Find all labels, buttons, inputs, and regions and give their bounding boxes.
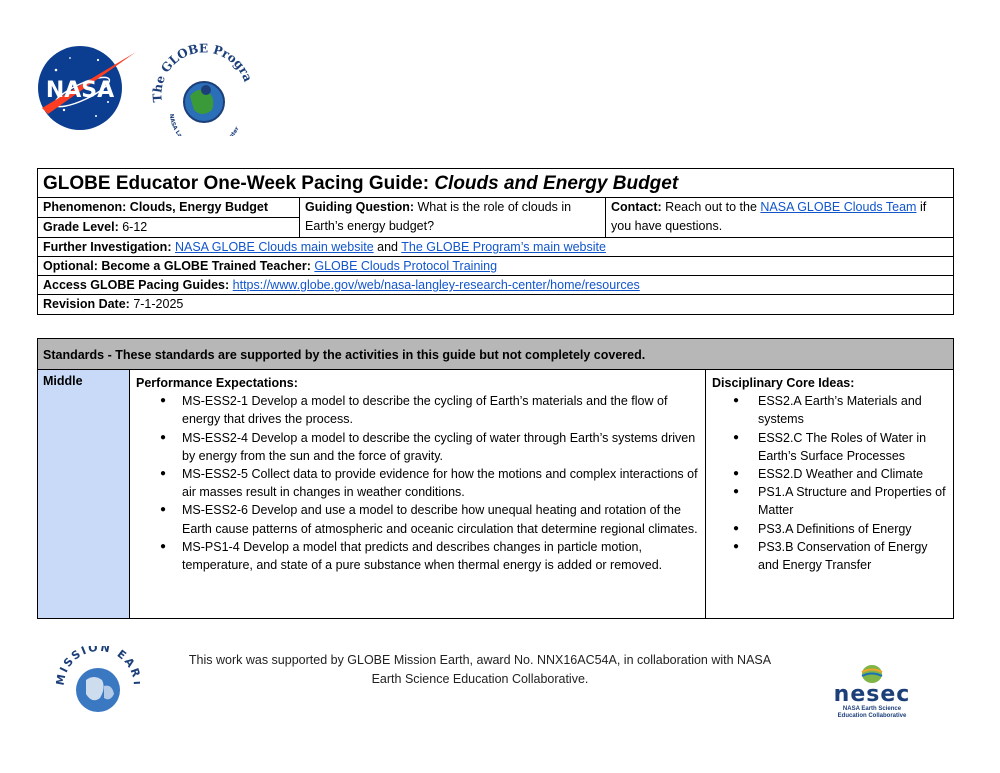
- nesec-subtitle-line-1: NASA Earth Science: [842, 706, 902, 712]
- protocol-training-link[interactable]: GLOBE Clouds Protocol Training: [314, 259, 498, 273]
- performance-expectation-item: ● MS-ESS2-1 Develop a model to describe the cycling of Earth’s materials and the flow of energy that drives the process.: [136, 392, 699, 428]
- core-idea-item: ● PS1.A Structure and Properties of Matter: [712, 483, 947, 519]
- nesec-logo: [830, 664, 914, 720]
- performance-expectation-item: ● MS-ESS2-6 Develop and use a model to describe how unequal heating and rotation of the Earth cause patterns of atmospheric and oceanic circulation that determine regional climates.: [136, 501, 699, 537]
- clouds-main-website-link[interactable]: NASA GLOBE Clouds main website: [174, 240, 374, 254]
- info-grid: [38, 198, 953, 238]
- standards-header: Standards - These standards are supported by the activities in this guide but not completely covered.: [38, 339, 953, 370]
- globe-main-website-link[interactable]: The GLOBE Program’s main website: [401, 240, 606, 254]
- grade-band-cell: Middle: [38, 370, 130, 618]
- nesec-wordmark: nesec: [833, 682, 911, 707]
- grade-level-cell: [38, 218, 300, 237]
- nasa-wordmark: NASA: [45, 78, 115, 103]
- globe-center-text: NASA La ter: [167, 113, 241, 136]
- title-prefix: GLOBE Educator One-Week Pacing Guide:: [43, 173, 435, 194]
- core-idea-item: ● PS3.B Conservation of Energy and Energy Transfer: [712, 538, 947, 574]
- title-topic: Clouds and Energy Budget: [434, 173, 679, 194]
- phenomenon-cell: [38, 198, 300, 218]
- page-title: [38, 169, 953, 198]
- performance-expectations-heading: Performance Expectations:: [136, 376, 298, 390]
- contact-text-pre: Reach out to the: [665, 200, 761, 214]
- core-idea-item: ● PS3.A Definitions of Energy: [712, 520, 947, 538]
- further-and-text: and: [373, 240, 402, 254]
- performance-expectation-item: ● MS-PS1-4 Develop a model that predicts and describes changes in particle motion, temperature, and state of a pure substance when thermal energy is added or removed.: [136, 538, 699, 574]
- access-guides-label: Access GLOBE Pacing Guides:: [43, 278, 233, 292]
- contact-cell: [606, 198, 953, 237]
- nesec-subtitle-line-2: Education Collaborative: [837, 712, 907, 719]
- standards-body: [38, 370, 953, 618]
- grade-level-value: 6-12: [122, 220, 148, 234]
- globe-arc-text: The GLOBE Progra: [150, 41, 254, 103]
- footer-line-2: Earth Science Education Collaborative.: [371, 672, 589, 686]
- standards-table: [37, 338, 954, 619]
- performance-expectation-item: ● MS-ESS2-4 Develop a model to describe the cycling of water through Earth’s systems driven by energy from the sun and the force of gravity.: [136, 429, 699, 465]
- performance-expectations-cell: [130, 370, 706, 618]
- core-ideas-cell: [706, 370, 953, 618]
- revision-date-row: [38, 295, 953, 314]
- core-idea-item: ● ESS2.C The Roles of Water in Earth’s Surface Processes: [712, 429, 947, 465]
- phenomenon-label: Phenomenon: Clouds, Energy Budget: [43, 200, 269, 214]
- core-idea-item: ● ESS2.A Earth’s Materials and systems: [712, 392, 947, 428]
- performance-expectation-item: ● MS-ESS2-5 Collect data to provide evidence for how the motions and complex interactions of air masses result in changes in weather conditions.: [136, 465, 699, 501]
- optional-training-label: Optional: Become a GLOBE Trained Teacher:: [43, 259, 315, 273]
- globe-program-logo: [150, 40, 254, 136]
- contact-label: Contact:: [611, 200, 666, 214]
- clouds-team-link[interactable]: NASA GLOBE Clouds Team: [760, 200, 917, 214]
- grade-level-label: Grade Level:: [43, 220, 123, 234]
- guiding-question-label: Guiding Question:: [305, 200, 418, 214]
- guiding-question-value: What is the role of clouds in Earth’s energy budget?: [305, 200, 572, 233]
- core-ideas-list: [712, 392, 947, 574]
- nasa-logo: [36, 44, 140, 132]
- access-guides-row: [38, 276, 953, 295]
- footer-acknowledgement: [148, 651, 812, 689]
- pacing-guide-info-table: [37, 168, 954, 315]
- mission-earth-text: ISSION EA: [57, 646, 139, 675]
- further-investigation-row: [38, 238, 953, 257]
- guiding-question-cell: [300, 198, 606, 237]
- footer-line-1: This work was supported by GLOBE Mission Earth, award No. NNX16AC54A, in collaboration with NASA: [188, 653, 772, 667]
- optional-training-row: [38, 257, 953, 276]
- pacing-guides-url-link[interactable]: https://www.globe.gov/web/nasa-langley-research-center/home/resources: [232, 278, 640, 292]
- mission-earth-logo: [56, 646, 140, 716]
- nesec-subtitle: [830, 706, 914, 719]
- core-idea-item: ● ESS2.D Weather and Climate: [712, 465, 947, 483]
- revision-date-label: Revision Date:: [43, 297, 134, 311]
- contact-text-post: if you have questions.: [611, 200, 927, 233]
- performance-expectations-list: [136, 392, 699, 574]
- further-investigation-label: Further Investigation:: [43, 240, 175, 254]
- revision-date-value: 7-1-2025: [133, 297, 184, 311]
- core-ideas-heading: Disciplinary Core Ideas:: [712, 376, 855, 390]
